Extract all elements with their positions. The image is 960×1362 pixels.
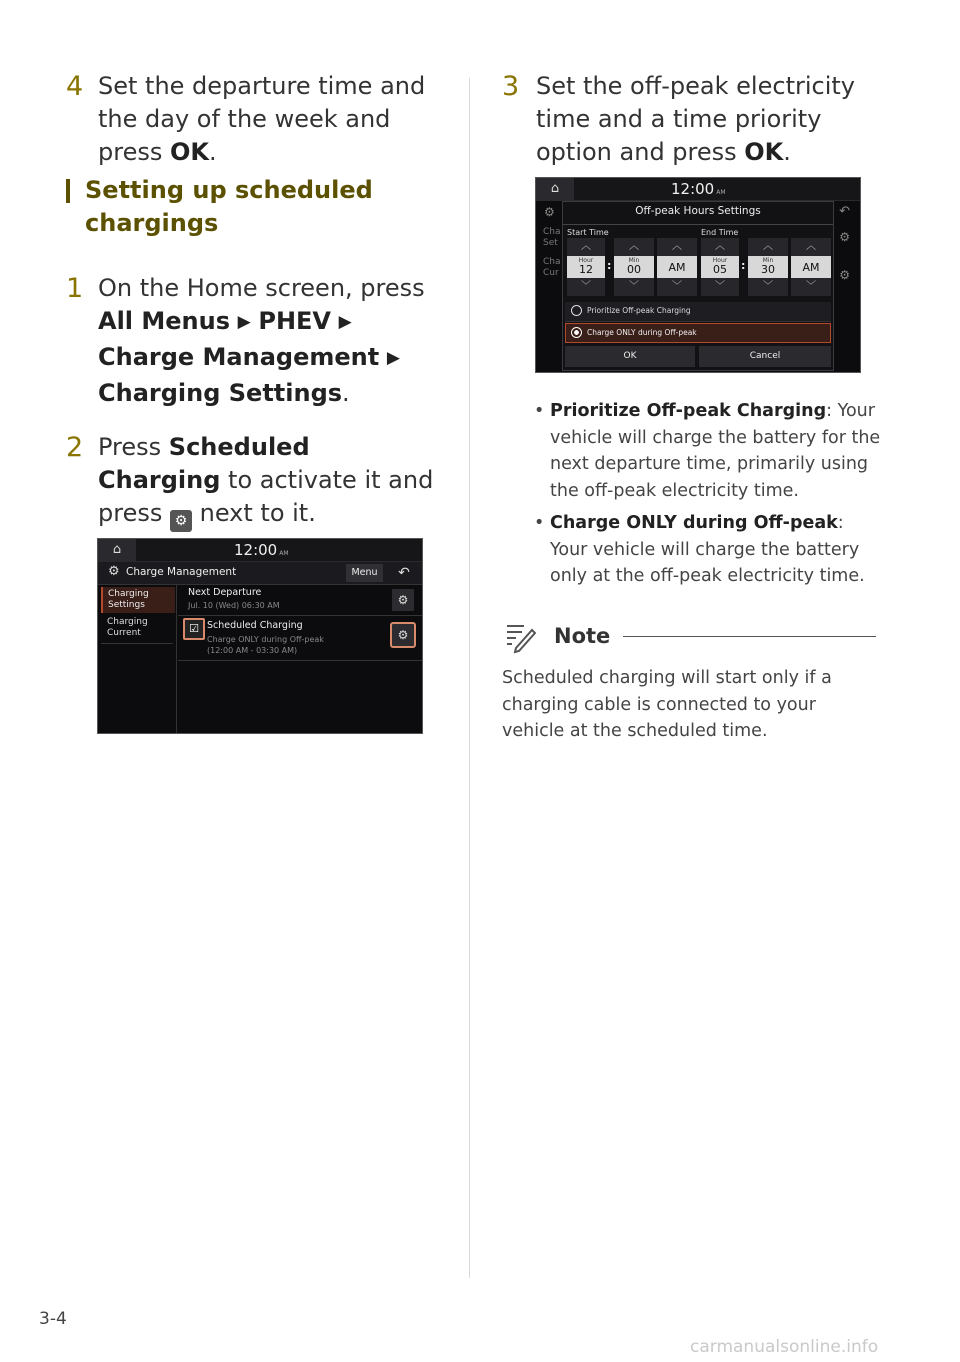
heading-bar — [66, 179, 70, 203]
title-bar — [98, 562, 422, 585]
step-text: On the Home screen, press All Menus ▶ PHEV ▶ Charge Management ▶ Charging Settings. — [98, 274, 425, 407]
dialog-divider — [563, 224, 833, 225]
step-1 — [66, 272, 446, 412]
home-icon[interactable]: ⌂ — [98, 539, 136, 561]
chevron-up-icon[interactable]: ︿ — [748, 238, 788, 256]
colon-separator: : — [607, 259, 612, 272]
row-next-departure[interactable]: Next Departure Jul. 10 (Wed) 06:30 AM ⚙ — [178, 585, 422, 616]
field-end-min[interactable]: ︿ Min 30 ﹀ — [748, 238, 788, 298]
list-item: • Prioritize Off-peak Charging: Your vehicle will charge the battery for the next departure time, primarily using the off-peak electricity time. — [534, 398, 884, 504]
gear-icon: ⚙ — [839, 230, 850, 244]
step-number: 3 — [502, 71, 520, 102]
field-start-ampm[interactable]: ︿ AM ﹀ — [657, 238, 697, 298]
step-number: 4 — [66, 71, 84, 102]
note-title: Note — [554, 624, 611, 648]
dialog — [562, 201, 834, 371]
note-pencil-icon — [502, 620, 536, 654]
arrow-right-icon: ▶ — [237, 312, 251, 332]
step-4 — [66, 70, 446, 166]
screen-title: Charge Management — [126, 566, 237, 578]
gear-icon: ⚙ — [170, 510, 192, 532]
chevron-down-icon[interactable]: ﹀ — [791, 278, 831, 296]
chevron-down-icon[interactable]: ﹀ — [567, 278, 605, 296]
background-sidebar: ⚙ Cha Set Cha Cur — [543, 205, 561, 278]
gear-icon: ⚙ — [544, 205, 555, 219]
option-prioritize-off-peak[interactable]: Prioritize Off-peak Charging — [565, 302, 831, 322]
chevron-up-icon[interactable]: ︿ — [657, 238, 697, 256]
step-number: 2 — [66, 432, 84, 463]
step-text: Set the off-peak electricity time and a time priority option and press OK. — [536, 72, 855, 166]
chevron-up-icon[interactable]: ︿ — [701, 238, 739, 256]
sidebar-item-charging-settings[interactable]: Charging Settings — [101, 587, 175, 613]
start-time-label: Start Time — [567, 228, 609, 237]
back-icon[interactable]: ↶ — [398, 565, 410, 581]
chevron-down-icon[interactable]: ﹀ — [748, 278, 788, 296]
gear-icon[interactable]: ⚙ — [390, 622, 416, 648]
end-time-label: End Time — [701, 228, 739, 237]
note-header — [502, 620, 876, 654]
row-scheduled-charging[interactable]: ☑ Scheduled Charging Charge ONLY during Off-peak (12:00 AM - 03:30 AM) ⚙ — [178, 616, 422, 661]
chevron-down-icon[interactable]: ﹀ — [701, 278, 739, 296]
sidebar-item-charging-current[interactable]: Charging Current — [101, 615, 173, 644]
arrow-right-icon: ▶ — [386, 348, 400, 368]
page-number: 3-4 — [39, 1309, 67, 1329]
column-divider — [469, 78, 470, 1278]
gear-icon: ⚙ — [839, 268, 850, 282]
clock: 12:00 AM — [671, 180, 726, 198]
chevron-up-icon[interactable]: ︿ — [614, 238, 654, 256]
step-number: 1 — [66, 273, 84, 304]
off-peak-settings-screenshot — [535, 177, 861, 373]
note-body: Scheduled charging will start only if a charging cable is connected to your vehicle at the scheduled time. — [502, 668, 832, 741]
status-bar — [536, 178, 860, 201]
step-text: Press Scheduled Charging to activate it and press ⚙ next to it. — [98, 431, 438, 532]
field-end-hour[interactable]: ︿ Hour 05 ﹀ — [701, 238, 739, 298]
gear-icon: ⚙ — [108, 564, 120, 579]
sidebar — [98, 585, 177, 733]
option-charge-only-off-peak[interactable]: Charge ONLY during Off-peak — [565, 323, 831, 343]
radio-selected-icon[interactable] — [571, 327, 582, 338]
radio-unselected-icon[interactable] — [571, 305, 582, 316]
heading-text: Setting up scheduled chargings — [85, 176, 373, 237]
step-3 — [502, 70, 882, 170]
clock: 12:00 AM — [234, 541, 289, 559]
list-item: • Charge ONLY during Off-peak: Your vehicle will charge the battery only at the off-peak electricity time. — [534, 510, 884, 590]
back-icon: ↶ — [839, 204, 850, 219]
chevron-down-icon[interactable]: ﹀ — [657, 278, 697, 296]
chevron-up-icon[interactable]: ︿ — [791, 238, 831, 256]
option-descriptions — [534, 398, 884, 596]
chevron-down-icon[interactable]: ﹀ — [614, 278, 654, 296]
cancel-button[interactable]: Cancel — [699, 346, 831, 367]
step-2 — [66, 431, 446, 531]
home-icon[interactable]: ⌂ — [536, 178, 574, 200]
colon-separator: : — [741, 259, 746, 272]
watermark: carmanualsonline.info — [690, 1337, 879, 1357]
ok-button[interactable]: OK — [565, 346, 695, 367]
checkbox-checked-icon[interactable]: ☑ — [183, 618, 205, 640]
status-bar — [98, 539, 422, 562]
menu-button[interactable]: Menu — [346, 564, 383, 582]
dialog-title: Off-peak Hours Settings — [635, 205, 761, 217]
field-end-ampm[interactable]: ︿ AM ﹀ — [791, 238, 831, 298]
step-text: Set the departure time and the day of the week and press OK. — [98, 72, 426, 166]
field-start-hour[interactable]: ︿ Hour 12 ﹀ — [567, 238, 605, 298]
note-rule — [623, 636, 876, 637]
charge-management-screenshot — [97, 538, 423, 734]
gear-icon[interactable]: ⚙ — [392, 589, 414, 611]
arrow-right-icon: ▶ — [338, 312, 352, 332]
chevron-up-icon[interactable]: ︿ — [567, 238, 605, 256]
field-start-min[interactable]: ︿ Min 00 ﹀ — [614, 238, 654, 298]
